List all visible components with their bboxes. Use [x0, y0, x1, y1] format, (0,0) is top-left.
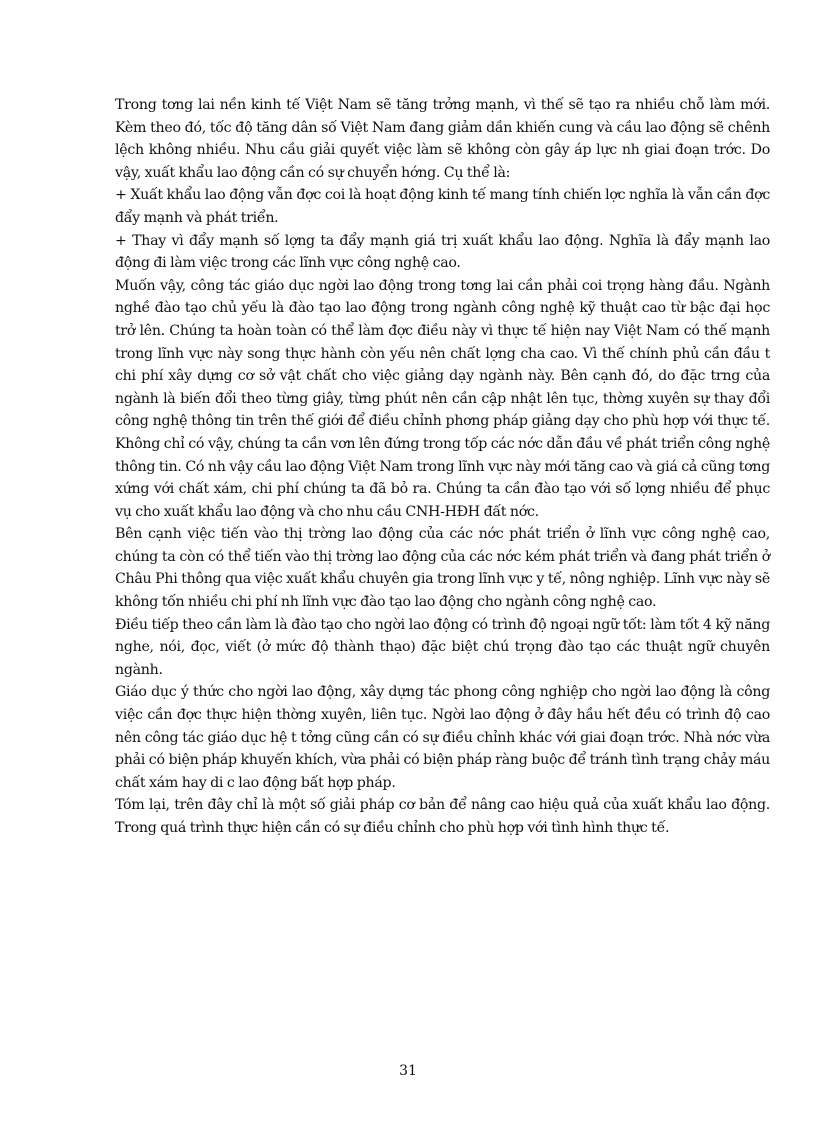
paragraph-conclusion: Tóm lại, trên đây chỉ là một số giải pháp cơ bản để nâng cao hiệu quả của xuất khẩu lao động. Trong quá trình thực hiện cần có sự điều chỉnh cho phù hợp với tình hình thực tế.: [115, 797, 770, 836]
paragraph-education: Muốn vậy, công tác giáo dục ngời lao động trong tơng lai cần phải coi trọng hàng đầu. Ngành nghề đào tạo chủ yếu là đào tạo lao động trong ngành công nghệ kỹ thuật cao từ bậc đại học trở lên. Chúng ta hoàn toàn có thể làm đợc điều này vì thực tế hiện nay Việt Nam có thế mạnh trong lĩnh vực này song thực hành còn yếu nên chất lợng cha cao. Vì thế chính phủ cần đầu t chi phí xây dựng cơ sở vật chất cho việc giảng dạy ngành này. Bên cạnh đó, do đặc trng của ngành là biến đổi theo từng giây, từng phút nên cần cập nhật lên tục, thờng xuyên sự thay đổi công nghệ thông tin trên thế giới để điều chỉnh phơng pháp giảng dạy cho phù hợp với thực tế. Không chỉ có vậy, chúng ta cần vơn lên đứng trong tốp các nớc dẫn đầu về phát triển công nghệ thông tin. Có nh vậy cầu lao động Việt Nam trong lĩnh vực này mới tăng cao và giá cả cũng tơng xứng với chất xám, chi phí chúng ta đã bỏ ra. Chúng ta cần đào tạo với số lợng nhiều để phục vụ cho xuất khẩu lao động và cho nhu cầu CNH-HĐH đất nớc.: [115, 277, 770, 520]
paragraph-export-value: + Thay vì đẩy mạnh số lợng ta đẩy mạnh giá trị xuất khẩu lao động. Nghĩa là đẩy mạnh lao động đi làm việc trong các lĩnh vực công nghệ cao.: [115, 232, 770, 272]
paragraph-language-training: Điều tiếp theo cần làm là đào tạo cho ngời lao động có trình độ ngoại ngữ tốt: làm tốt 4 kỹ năng nghe, nói, đọc, viết (ở mức độ thành thạo) đặc biệt chú trọng đào tạo các thuật ngữ chuyên ngành.: [115, 616, 770, 678]
page-body: [115, 94, 770, 840]
paragraph-outlook: Trong tơng lai nền kinh tế Việt Nam sẽ tăng trởng mạnh, vì thế sẽ tạo ra nhiều chỗ làm mới. Kèm theo đó, tốc độ tăng dân số Việt Nam đang giảm dần khiến cung và cầu lao động sẽ chênh lệch không nhiều. Nhu cầu giải quyết việc làm sẽ không còn gây áp lực nh giai đoạn trớc. Do vậy, xuất khẩu lao động cần có sự chuyển hớng. Cụ thể là:: [115, 97, 770, 181]
paragraph-awareness: Giáo dục ý thức cho ngời lao động, xây dựng tác phong công nghiệp cho ngời lao động là công việc cần đợc thực hiện thờng xuyên, liên tục. Ngời lao động ở đây hầu hết đều có trình độ cao nên công tác giáo dục hệ t tởng cũng cần có sự điều chỉnh khác với giai đoạn trớc. Nhà nớc vừa phải có biện pháp khuyến khích, vừa phải có biện pháp ràng buộc để tránh tình trạng chảy máu chất xám hay di c lao động bất hợp pháp.: [115, 684, 770, 791]
page-number: 31: [399, 1063, 417, 1079]
paragraph-new-markets: Bên cạnh việc tiến vào thị trờng lao động của các nớc phát triển ở lĩnh vực công nghệ cao, chúng ta còn có thể tiến vào thị trờng lao động của các nớc kém phát triển và đang phát triển ở Châu Phi thông qua việc xuất khẩu chuyên gia trong lĩnh vực y tế, nông nghiệp. Lĩnh vực này sẽ không tốn nhiều chi phí nh lĩnh vực đào tạo lao động cho ngành công nghệ cao.: [115, 526, 770, 611]
paragraph-strategic-activity: + Xuất khẩu lao động vẫn đợc coi là hoạt động kinh tế mang tính chiến lợc nghĩa là vẫn cần đợc đẩy mạnh và phát triển.: [115, 187, 770, 226]
